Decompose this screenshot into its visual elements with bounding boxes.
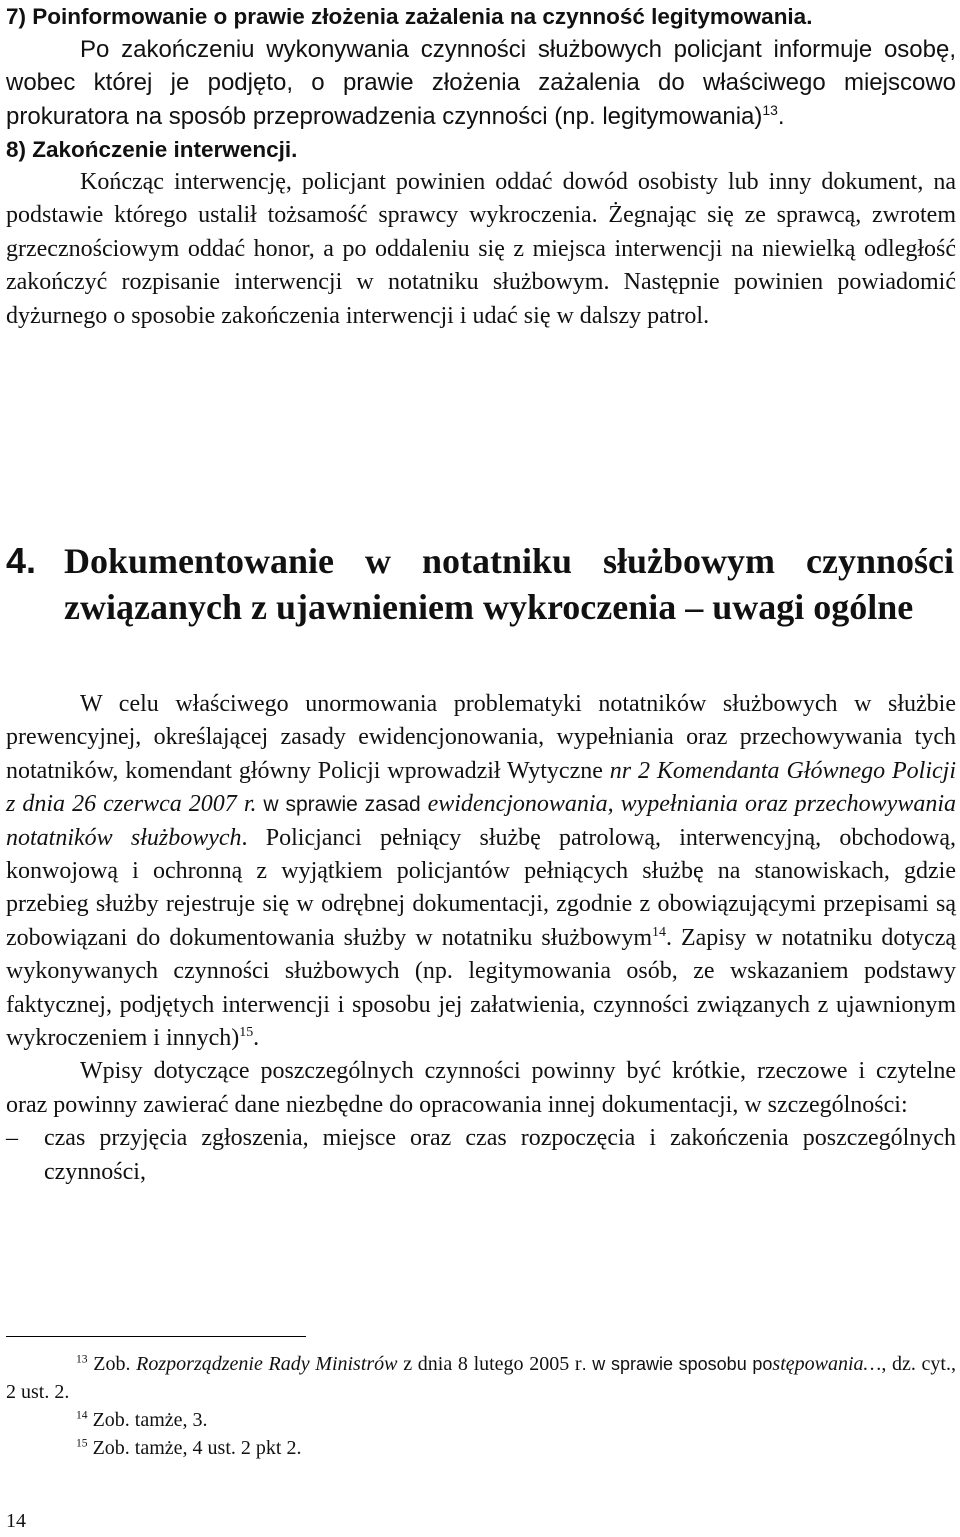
list-item-text: czas przyjęcia zgłoszenia, miejsce oraz czas rozpoczęcia i zakończenia poszczególnych czynności,: [44, 1125, 956, 1185]
chapter-4-heading-line-2: związanych z ujawnieniem wykroczenia – uwagi ogólne: [64, 587, 914, 627]
section-7-end: .: [777, 102, 785, 130]
list-item: [6, 1122, 956, 1189]
footnote-text: Zob.: [87, 1353, 137, 1375]
section-8: [6, 133, 956, 333]
footnote-ref-14: 14: [652, 924, 666, 940]
footnote-ref-13: 13: [762, 101, 778, 118]
footnote-number: 13: [76, 1352, 88, 1366]
p1-text-a: W celu właściwego unormowania problematyki notatników służbowych w służbie prewencyjnej, określającej zasady ewidencjonowania, wypełniania oraz przechowywania tych notatników, komendant główny Policji wprowadził Wytyczne: [6, 691, 956, 784]
chapter-4-heading: [6, 538, 954, 630]
footnote-italic: stępowania…: [772, 1353, 882, 1375]
chapter-4-paragraph-2: Wpisy dotyczące poszczególnych czynności powinny być krótkie, rzeczowe i czytelne oraz powinny zawierać dane niezbędne do opracowania innej dokumentacji, w szczególności:: [6, 1058, 956, 1118]
section-7-paragraph: [6, 33, 956, 133]
footnote-15: [6, 1434, 956, 1462]
footnote-number: 14: [76, 1408, 88, 1422]
footnote-14: [6, 1406, 956, 1434]
footnote-divider: [6, 1336, 306, 1337]
p1-text-f: . Zapisy w notatniku dotyczą wykonywanych czynności służbowych (np. legitymowania osób, ze wskazaniem podstawy faktycznej, podjętych interwencji i sposobu jej załatwienia, czynności związanych z ujawnionym wykroczeniem i innych): [6, 924, 956, 1052]
footnote-text: . w sprawie sposobu po: [581, 1354, 773, 1374]
page-number: 14: [6, 1510, 26, 1532]
p1-text-e: . Policjanci pełniący służbę patrolową, interwencyjną, obchodową, konwojową i ochronną z wyjątkiem policjantów pełniących służbę na stanowiskach, gdzie przebieg służby rejestruje się w odrębnej dokumentacji, zgodnie z obowiązującymi przepisami są zobowiązani do dokumentowania służby w notatniku służbowym: [6, 824, 956, 951]
footnote-number: 15: [76, 1436, 88, 1450]
p1-text-g: .: [253, 1025, 260, 1052]
footnotes: [6, 1350, 956, 1462]
chapter-number: 4.: [6, 540, 37, 581]
section-8-heading: 8) Zakończenie interwencji.: [6, 137, 298, 162]
p1-italic-title: ewidencjonowania, wypełniania oraz przechowywania notatników służbowych: [6, 791, 957, 851]
footnote-text: Zob. tamże, 3.: [87, 1409, 208, 1431]
footnote-text: Zob. tamże, 4 ust. 2 pkt 2.: [87, 1437, 302, 1459]
chapter-4-body: [6, 688, 956, 1189]
p1-italic-guideline: nr 2 Komendanta Głównego Policji z dnia 26 czerwca 2007 r.: [6, 757, 956, 818]
footnote-ref-15: 15: [239, 1025, 254, 1041]
list-dash: –: [6, 1125, 18, 1152]
section-8-paragraph: Kończąc interwencję, policjant powinien oddać dowód osobisty lub inny dokument, na podstawie którego ustalił tożsamość sprawcy wykroczenia. Żegnając się ze sprawcą, zwrotem grzecznościowym oddać honor, a po oddaleniu się z miejsca interwencji na niewielką odległość zakończyć rozpisanie interwencji w notatniku służbowym. Następnie powinien powiadomić dyżurnego o sposobie zakończenia interwencji i udać się w dalszy patrol.: [6, 169, 956, 329]
section-7: [6, 0, 956, 133]
chapter-title-part-1: Dokumentowanie w notatniku służbowym czynności: [64, 541, 954, 581]
p1-text-c: w sprawie zasad: [256, 793, 428, 817]
section-7-heading: 7) Poinformowanie o prawie złożenia zażalenia na czynność legitymowania.: [6, 4, 813, 29]
chapter-4-paragraph-1: [6, 688, 956, 1055]
footnote-italic: Rozporządzenie Rady Ministrów: [136, 1353, 398, 1375]
footnote-text: , dz. cyt., 2 ust. 2.: [6, 1353, 956, 1403]
section-7-text: Po zakończeniu wykonywania czynności służbowych policjant informuje osobę, wobec której je podjęto, o prawie złożenia zażalenia do właściwego miejscowo prokuratora na sposób przeprowadzenia czynności (np. legitymowania): [6, 36, 956, 130]
footnote-13: [6, 1350, 956, 1406]
chapter-4-heading-line-1: [6, 538, 954, 584]
footnote-text: z dnia 8 lutego 2005 r: [397, 1353, 582, 1375]
